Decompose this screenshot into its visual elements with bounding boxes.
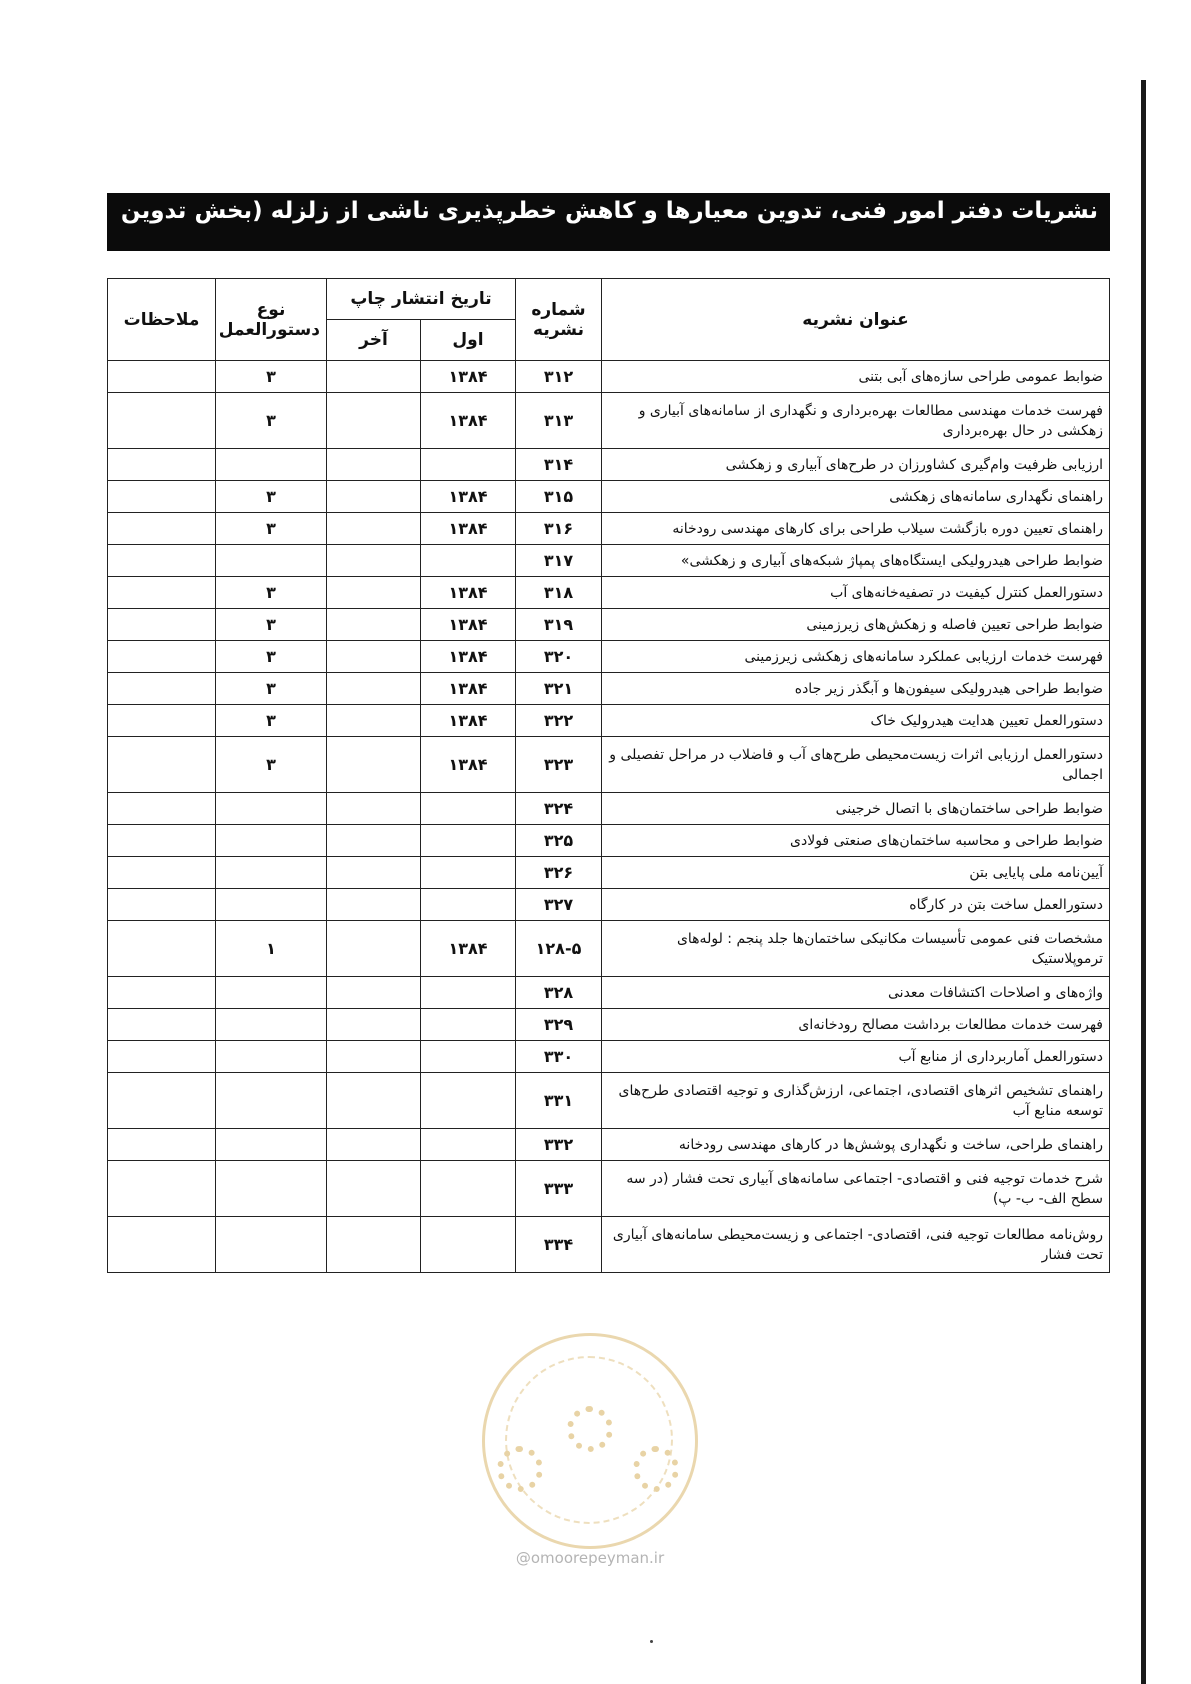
table-row (108, 921, 1110, 977)
row-last-print (327, 1073, 421, 1129)
row-title: ضوابط طراحی تعیین فاصله و زهکش‌های زیرزمینی (602, 609, 1110, 641)
row-title: دستورالعمل ساخت بتن در کارگاه (602, 889, 1110, 921)
row-notes (108, 513, 216, 545)
table-row (108, 857, 1110, 889)
row-last-print (327, 737, 421, 793)
row-first-print (421, 977, 516, 1009)
row-notes (108, 705, 216, 737)
row-number: ۳۱۵ (516, 481, 602, 513)
row-notes (108, 449, 216, 481)
row-number: ۱۲۸-۵ (516, 921, 602, 977)
row-last-print (327, 513, 421, 545)
table-row (108, 609, 1110, 641)
row-title: ضوابط طراحی و محاسبه ساختمان‌های صنعتی فولادی (602, 825, 1110, 857)
table-row (108, 1217, 1110, 1273)
row-number: ۳۲۹ (516, 1009, 602, 1041)
row-title: راهنمای تعیین دوره بازگشت سیلاب طراحی برای کارهای مهندسی رودخانه (602, 513, 1110, 545)
row-type (216, 1009, 327, 1041)
row-last-print (327, 1161, 421, 1217)
header-notes: ملاحظات (108, 279, 216, 361)
row-title: دستورالعمل تعیین هدایت هیدرولیک خاک (602, 705, 1110, 737)
row-notes (108, 1009, 216, 1041)
row-type: ۳ (216, 609, 327, 641)
page-title: نشریات دفتر امور فنی، تدوین معیارها و کاهش خطرپذیری ناشی از زلزله (بخش تدوین (107, 193, 1110, 251)
row-first-print (421, 825, 516, 857)
row-title: ضوابط طراحی هیدرولیکی سیفون‌ها و آبگذر زیر جاده (602, 673, 1110, 705)
row-type: ۳ (216, 481, 327, 513)
row-title: راهنمای نگهداری سامانه‌های زهکشی (602, 481, 1110, 513)
row-type (216, 857, 327, 889)
row-number: ۳۲۴ (516, 793, 602, 825)
page-edge-line (1141, 80, 1146, 1684)
row-last-print (327, 921, 421, 977)
row-last-print (327, 1129, 421, 1161)
row-first-print (421, 1161, 516, 1217)
row-type (216, 545, 327, 577)
row-title: دستورالعمل آماربرداری از منابع آب (602, 1041, 1110, 1073)
row-number: ۳۱۳ (516, 393, 602, 449)
row-type: ۳ (216, 673, 327, 705)
row-notes (108, 921, 216, 977)
row-title: فهرست خدمات مهندسی مطالعات بهره‌برداری و نگهداری از سامانه‌های آبیاری و زهکشی در حال بهره‌برداری (602, 393, 1110, 449)
watermark-logo (482, 1333, 698, 1549)
row-first-print (421, 449, 516, 481)
table-row (108, 641, 1110, 673)
row-notes (108, 609, 216, 641)
row-number: ۳۳۴ (516, 1217, 602, 1273)
row-first-print (421, 1073, 516, 1129)
row-number: ۳۲۵ (516, 825, 602, 857)
row-first-print (421, 1129, 516, 1161)
row-notes (108, 825, 216, 857)
header-type: نوع دستورالعمل (216, 279, 327, 361)
row-type (216, 1129, 327, 1161)
row-type (216, 1041, 327, 1073)
row-last-print (327, 857, 421, 889)
row-title: دستورالعمل کنترل کیفیت در تصفیه‌خانه‌های آب (602, 577, 1110, 609)
gear-icon (567, 1406, 613, 1452)
row-type: ۳ (216, 393, 327, 449)
row-notes (108, 641, 216, 673)
row-notes (108, 361, 216, 393)
row-number: ۳۲۷ (516, 889, 602, 921)
table-row (108, 361, 1110, 393)
row-first-print (421, 857, 516, 889)
row-type: ۳ (216, 705, 327, 737)
row-notes (108, 545, 216, 577)
row-last-print (327, 793, 421, 825)
row-last-print (327, 641, 421, 673)
row-type (216, 825, 327, 857)
row-type (216, 977, 327, 1009)
watermark-text: @omoorepeyman.ir (515, 1549, 665, 1567)
row-title: فهرست خدمات مطالعات برداشت مصالح رودخانه‌ای (602, 1009, 1110, 1041)
header-last: آخر (327, 320, 421, 361)
table-row (108, 793, 1110, 825)
table-row (108, 1161, 1110, 1217)
row-number: ۳۱۷ (516, 545, 602, 577)
row-last-print (327, 673, 421, 705)
row-number: ۳۱۸ (516, 577, 602, 609)
row-first-print (421, 1041, 516, 1073)
row-title: ضوابط طراحی هیدرولیکی ایستگاه‌های پمپاژ شبکه‌های آبیاری و زهکشی» (602, 545, 1110, 577)
row-type (216, 1217, 327, 1273)
row-notes (108, 577, 216, 609)
row-last-print (327, 577, 421, 609)
row-first-print: ۱۳۸۴ (421, 513, 516, 545)
row-type (216, 1161, 327, 1217)
row-notes (108, 1217, 216, 1273)
header-first: اول (421, 320, 516, 361)
row-first-print: ۱۳۸۴ (421, 481, 516, 513)
row-notes (108, 1161, 216, 1217)
row-notes (108, 737, 216, 793)
row-title: راهنمای طراحی، ساخت و نگهداری پوشش‌ها در کارهای مهندسی رودخانه (602, 1129, 1110, 1161)
scan-dot (650, 1640, 653, 1643)
row-notes (108, 1129, 216, 1161)
table-row (108, 1009, 1110, 1041)
row-title: ضوابط عمومی طراحی سازه‌های آبی بتنی (602, 361, 1110, 393)
row-type: ۳ (216, 361, 327, 393)
row-number: ۳۲۳ (516, 737, 602, 793)
row-notes (108, 673, 216, 705)
table-row (108, 1073, 1110, 1129)
row-type (216, 1073, 327, 1129)
row-title: ضوابط طراحی ساختمان‌های با اتصال خرجینی (602, 793, 1110, 825)
row-first-print: ۱۳۸۴ (421, 673, 516, 705)
row-first-print: ۱۳۸۴ (421, 609, 516, 641)
row-first-print: ۱۳۸۴ (421, 641, 516, 673)
row-number: ۳۲۶ (516, 857, 602, 889)
row-number: ۳۱۴ (516, 449, 602, 481)
row-first-print: ۱۳۸۴ (421, 737, 516, 793)
row-title: آیین‌نامه ملی پایایی بتن (602, 857, 1110, 889)
row-type: ۳ (216, 641, 327, 673)
row-last-print (327, 393, 421, 449)
table-row (108, 577, 1110, 609)
table-row (108, 1041, 1110, 1073)
row-first-print (421, 889, 516, 921)
row-first-print: ۱۳۸۴ (421, 393, 516, 449)
row-number: ۳۳۱ (516, 1073, 602, 1129)
row-number: ۳۳۰ (516, 1041, 602, 1073)
table-row (108, 825, 1110, 857)
row-type: ۱ (216, 921, 327, 977)
header-title: عنوان نشریه (602, 279, 1110, 361)
publications-table (107, 278, 1110, 1273)
row-number: ۳۲۰ (516, 641, 602, 673)
row-last-print (327, 705, 421, 737)
row-title: ارزیابی ظرفیت وام‌گیری کشاورزان در طرح‌های آبیاری و زهکشی (602, 449, 1110, 481)
row-last-print (327, 1217, 421, 1273)
row-notes (108, 1041, 216, 1073)
table-row (108, 481, 1110, 513)
row-first-print: ۱۳۸۴ (421, 577, 516, 609)
row-last-print (327, 449, 421, 481)
table-row (108, 545, 1110, 577)
row-notes (108, 793, 216, 825)
row-title: روش‌نامه مطالعات توجیه فنی، اقتصادی- اجتماعی و زیست‌محیطی سامانه‌های آبیاری تحت فشار (602, 1217, 1110, 1273)
row-last-print (327, 545, 421, 577)
row-notes (108, 393, 216, 449)
table-row (108, 673, 1110, 705)
row-first-print (421, 1009, 516, 1041)
row-number: ۳۲۱ (516, 673, 602, 705)
table-row (108, 393, 1110, 449)
row-last-print (327, 889, 421, 921)
row-number: ۳۱۶ (516, 513, 602, 545)
header-print-date: تاریخ انتشار چاپ (327, 279, 516, 320)
row-first-print: ۱۳۸۴ (421, 361, 516, 393)
row-notes (108, 1073, 216, 1129)
row-number: ۳۳۲ (516, 1129, 602, 1161)
row-type: ۳ (216, 513, 327, 545)
row-number: ۳۱۹ (516, 609, 602, 641)
row-type (216, 793, 327, 825)
row-last-print (327, 609, 421, 641)
row-title: راهنمای تشخیص اثرهای اقتصادی، اجتماعی، ارزش‌گذاری و توجیه اقتصادی طرح‌های توسعه منابع آب (602, 1073, 1110, 1129)
table-body (108, 361, 1110, 1273)
row-last-print (327, 361, 421, 393)
table-row (108, 1129, 1110, 1161)
table-row (108, 449, 1110, 481)
row-notes (108, 857, 216, 889)
row-number: ۳۳۳ (516, 1161, 602, 1217)
row-title: دستورالعمل ارزیابی اثرات زیست‌محیطی طرح‌های آب و فاضلاب در مراحل تفصیلی و اجمالی (602, 737, 1110, 793)
row-title: فهرست خدمات ارزیابی عملکرد سامانه‌های زهکشی زیرزمینی (602, 641, 1110, 673)
row-notes (108, 977, 216, 1009)
table-row (108, 513, 1110, 545)
table-row (108, 977, 1110, 1009)
row-notes (108, 889, 216, 921)
table-row (108, 737, 1110, 793)
row-type (216, 449, 327, 481)
row-title: شرح خدمات توجیه فنی و اقتصادی- اجتماعی سامانه‌های آبیاری تحت فشار (در سه سطح الف- ب- پ) (602, 1161, 1110, 1217)
header-number: شماره نشریه (516, 279, 602, 361)
row-title: واژه‌های و اصلاحات اکتشافات معدنی (602, 977, 1110, 1009)
row-last-print (327, 1009, 421, 1041)
row-last-print (327, 481, 421, 513)
row-last-print (327, 1041, 421, 1073)
row-title: مشخصات فنی عمومی تأسیسات مکانیکی ساختمان‌ها جلد پنجم : لوله‌های ترموپلاستیک (602, 921, 1110, 977)
row-first-print: ۱۳۸۴ (421, 705, 516, 737)
row-number: ۳۲۲ (516, 705, 602, 737)
table-row (108, 705, 1110, 737)
gear-icon (497, 1446, 543, 1492)
row-last-print (327, 825, 421, 857)
row-number: ۳۱۲ (516, 361, 602, 393)
row-type (216, 889, 327, 921)
row-notes (108, 481, 216, 513)
row-first-print (421, 793, 516, 825)
gear-icon (633, 1446, 679, 1492)
row-first-print (421, 545, 516, 577)
row-first-print: ۱۳۸۴ (421, 921, 516, 977)
row-first-print (421, 1217, 516, 1273)
table-row (108, 889, 1110, 921)
row-type: ۳ (216, 737, 327, 793)
row-number: ۳۲۸ (516, 977, 602, 1009)
row-last-print (327, 977, 421, 1009)
row-type: ۳ (216, 577, 327, 609)
